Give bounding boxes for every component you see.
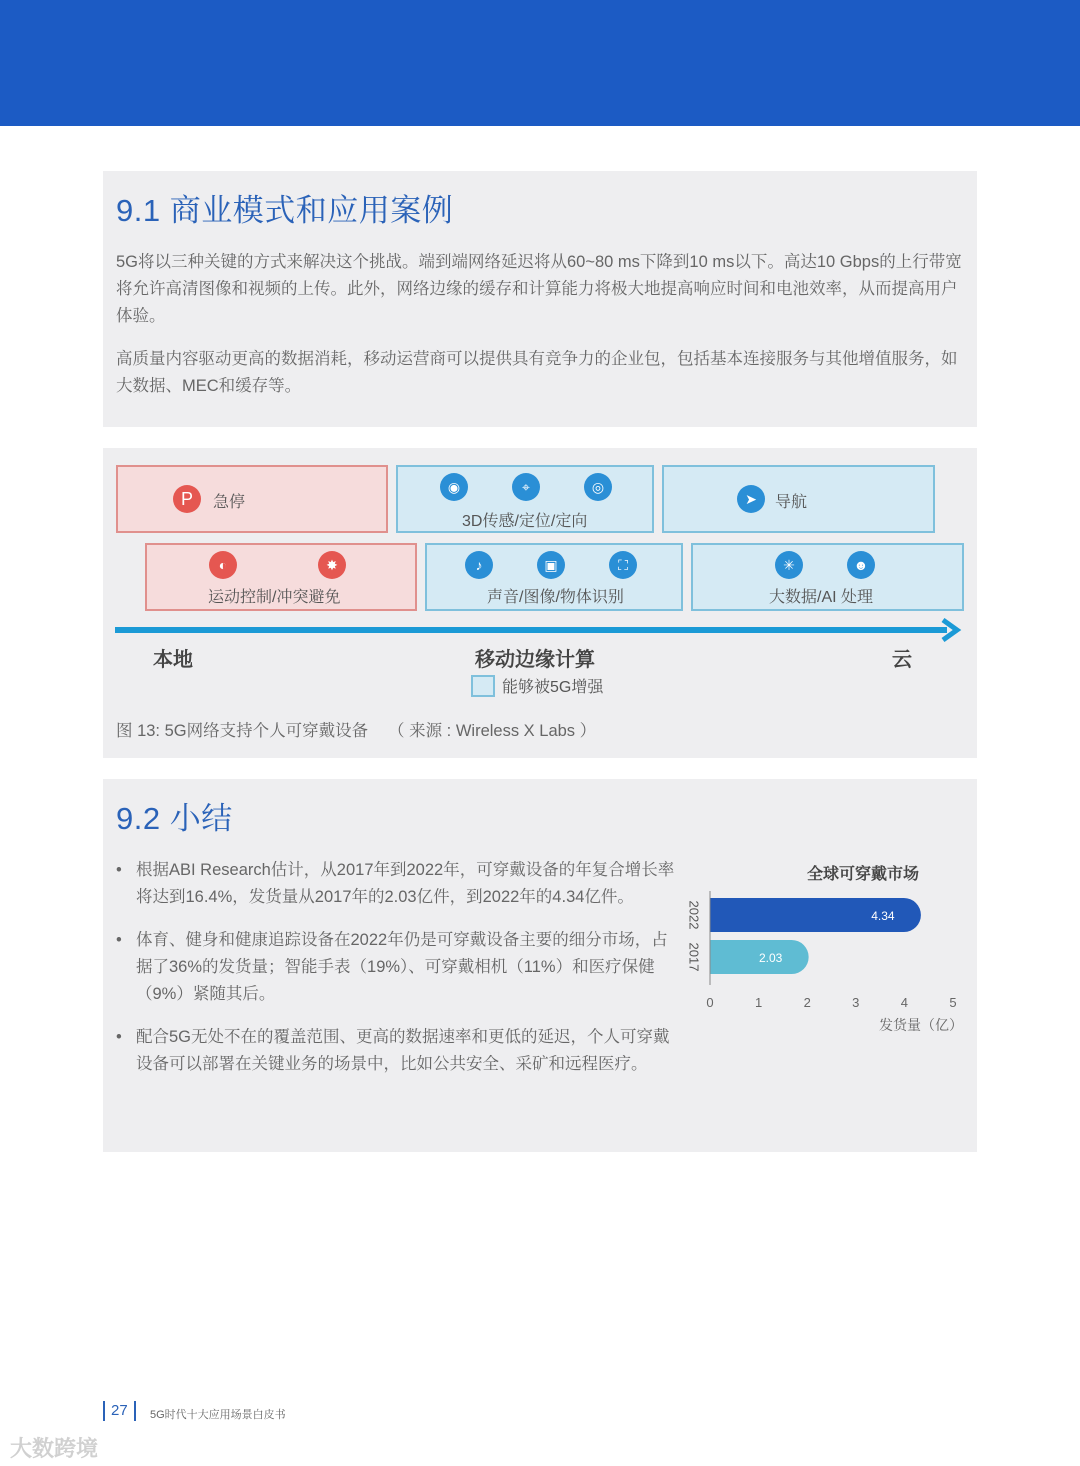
bullet-item <box>116 1024 676 1078</box>
axis-label-edge: 移动边缘计算 <box>475 649 595 671</box>
computing-axis-arrow <box>115 618 967 642</box>
image-icon: ▣ <box>537 551 565 579</box>
box-label: 导航 <box>775 494 808 511</box>
category-label: 2017 <box>686 942 702 972</box>
network-icon: ✳ <box>775 551 803 579</box>
section-title: 9.2 小结 <box>116 801 233 836</box>
figure-source: （ 来源 : Wireless X Labs ） <box>388 722 597 740</box>
header-band <box>0 0 1080 126</box>
collision-icon: ✸ <box>318 551 346 579</box>
legend-swatch <box>471 675 495 697</box>
diagram-panel <box>103 448 977 758</box>
box-label: 3D传感/定位/定向 <box>462 513 588 530</box>
compass-icon: ◎ <box>584 473 612 501</box>
signal-icon: ◉ <box>440 473 468 501</box>
box-navigation <box>662 465 935 533</box>
bullet-item <box>116 857 676 911</box>
bullet-mark: • <box>116 861 122 879</box>
section-9-1-panel <box>103 171 977 427</box>
x-tick-label: 2 <box>803 995 811 1010</box>
bullet-mark: • <box>116 931 122 949</box>
page-number: 27 <box>103 1401 136 1421</box>
box-motion-control <box>145 543 417 611</box>
bullet-item <box>116 927 676 1008</box>
section-title: 9.1 商业模式和应用案例 <box>116 193 454 228</box>
footer-title: 5G时代十大应用场景白皮书 <box>150 1409 286 1421</box>
x-tick-label: 4 <box>900 995 909 1010</box>
box-label: 运动控制/冲突避免 <box>208 589 341 606</box>
category-label: 2022 <box>686 900 702 930</box>
section-9-2-panel <box>103 779 977 1152</box>
x-tick-label: 5 <box>949 995 957 1010</box>
bullet-text: 根据ABI Research估计，从2017年到2022年，可穿戴设备的年复合增长率将达到16.4%，发货量从2017年的2.03亿件，到2022年的4.34亿件。 <box>136 861 675 906</box>
scan-icon: ⛶ <box>609 551 637 579</box>
data-label: 2.03 <box>758 951 783 965</box>
axis-label-cloud: 云 <box>892 649 912 671</box>
speaker-icon: ♪ <box>465 551 493 579</box>
box-label: 声音/图像/物体识别 <box>487 589 624 606</box>
box-label: 急停 <box>213 494 246 511</box>
data-label: 4.34 <box>871 909 895 923</box>
x-tick-label: 1 <box>754 995 763 1010</box>
box-bigdata <box>691 543 964 611</box>
bullet-text: 体育、健身和健康追踪设备在2022年仍是可穿戴设备主要的细分市场，占据了36%的发货量；智能手表（19%）、可穿戴相机（11%）和医疗保健（9%）紧随其后。 <box>136 931 668 1003</box>
toggle-icon: ◐ <box>209 551 237 579</box>
watermark: 大数跨境 <box>10 1436 99 1461</box>
figure-caption: 图 13: 5G网络支持个人可穿戴设备 <box>116 722 369 740</box>
box-emergency-stop <box>116 465 388 533</box>
box-sensing <box>396 465 654 533</box>
ai-head-icon: ☻ <box>847 551 875 579</box>
chart-title: 全球可穿戴市场 <box>806 866 920 883</box>
x-axis-label: 发货量（亿） <box>879 1017 963 1033</box>
bullet-text: 配合5G无处不在的覆盖范围、更高的数据速率和更低的延迟，个人可穿戴设备可以部署在关键业务的场景中，比如公共安全、采矿和远程医疗。 <box>136 1028 670 1073</box>
x-tick-label: 3 <box>852 995 860 1010</box>
legend-label: 能够被5G增强 <box>502 679 604 696</box>
parking-icon: P <box>173 485 201 513</box>
body-paragraph: 高质量内容驱动更高的数据消耗，移动运营商可以提供具有竞争力的企业包，包括基本连接服务与其他增值服务，如大数据、MEC和缓存等。 <box>116 350 958 395</box>
location-icon: ⌖ <box>512 473 540 501</box>
x-tick-label: 0 <box>706 995 714 1010</box>
bullet-mark: • <box>116 1028 122 1046</box>
wearable-market-chart <box>663 849 973 1049</box>
box-label: 大数据/AI 处理 <box>769 589 874 606</box>
box-recognition <box>425 543 683 611</box>
navigation-icon: ➤ <box>737 485 765 513</box>
axis-label-local: 本地 <box>153 649 193 671</box>
body-paragraph: 5G将以三种关键的方式来解决这个挑战。端到端网络延迟将从60~80 ms下降到10 ms以下。高达10 Gbps的上行带宽将允许高清图像和视频的上传。此外，网络边缘的缓存和计算能力将极大地提高响应时间和电池效率，从而提高用户体验。 <box>116 253 962 325</box>
